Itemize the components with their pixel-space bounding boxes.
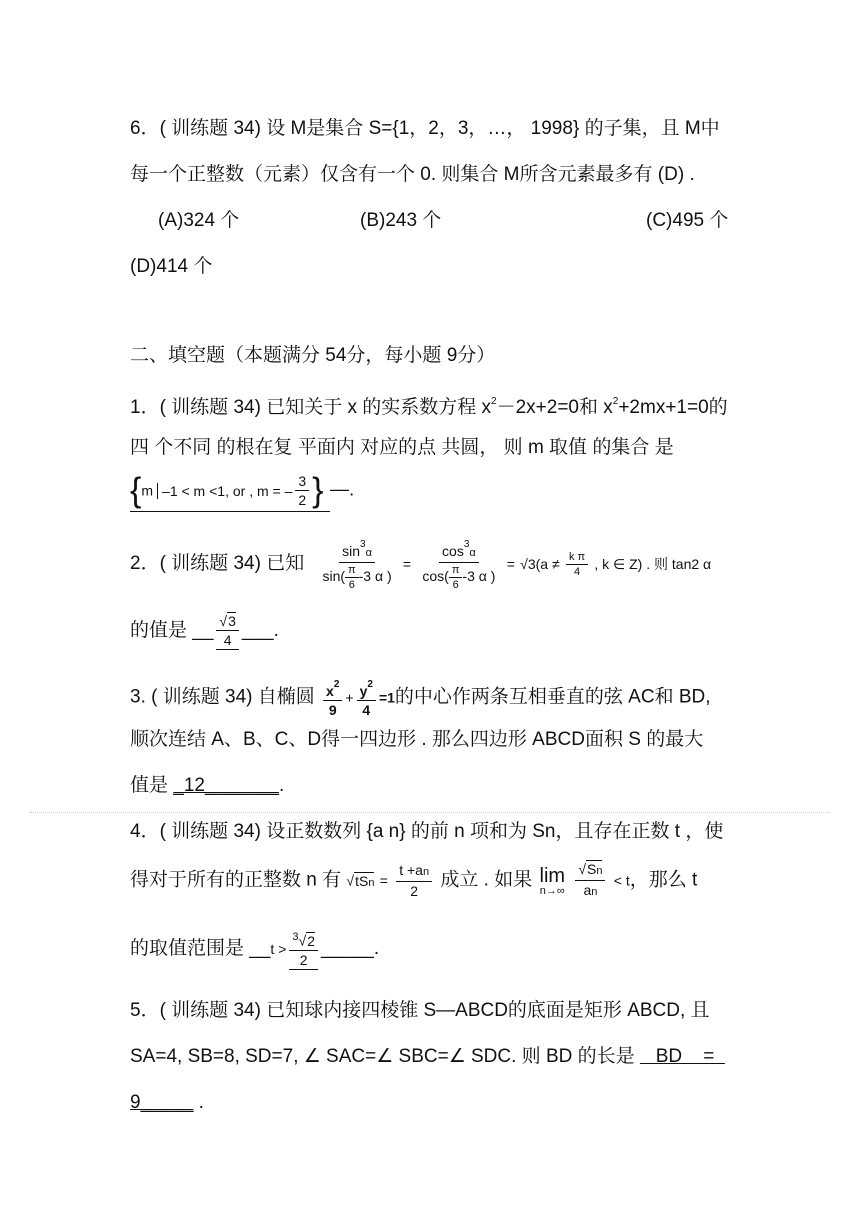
q4-sn-sub: n: [596, 865, 603, 877]
q1-answer: {m –1 < m <1, or , m = – $\frac{3}{2}$ } —.: [130, 472, 354, 524]
q3-nine: 9: [328, 702, 337, 718]
q4-two: 2: [410, 883, 419, 899]
q6-line-1: 6．( 训练题 34) 设 M是集合 S={1，2，3，…， 1998} 的子集，且 M中: [130, 118, 720, 139]
q4-an-sub: n: [591, 886, 598, 898]
q4-answer-root: 3: [292, 931, 299, 943]
q5-line-2: [130, 1045, 725, 1069]
q3-line-2: 顺次连结 A、B、C、D得一四边形 . 那么四边形 ABCD面积 S 的最大: [130, 729, 704, 750]
q2-cos-exp: 3: [463, 539, 470, 550]
q6-option-c: (C)495 个: [646, 210, 729, 231]
q4-lim: lim: [539, 864, 566, 887]
q4-tsn-sub: n: [368, 876, 375, 889]
q4-line-1: 4．( 训练题 34) 设正数数列 {a n} 的前 n 项和为 Sn，且存在正数 t ，使: [130, 821, 724, 842]
q3-answer: [130, 774, 284, 798]
q3-answer-post: .: [278, 775, 285, 796]
q4-lt: < t: [613, 872, 630, 889]
section-heading: 二、填空题（本题满分 54分，每小题 9分）: [130, 345, 496, 366]
q4-sn: S: [587, 861, 597, 877]
q4-an: a: [583, 882, 592, 898]
q2-lead: 2．( 训练题 34) 已知: [130, 553, 305, 574]
q5-line-1: 5．( 训练题 34) 已知球内接四棱锥 S—ABCD的底面是矩形 ABCD, 且: [130, 1000, 710, 1021]
q2-sin-exp: 3: [360, 539, 366, 550]
q1-line-1: [130, 390, 728, 420]
q4-answer-pre: 的取值范围是 __: [130, 937, 271, 959]
q2-four: 4: [573, 565, 581, 578]
q2-cos: cos: [442, 543, 464, 559]
q4-answer-rad: 2: [307, 932, 315, 949]
q4-answer-t: t >: [270, 940, 287, 957]
q1-text-c: －2x+2=0和 x: [496, 397, 613, 418]
q5-line-2-text: SA=4, SB=8, SD=7, ∠ SAC=∠ SBC=∠ SDC. 则 BD 的长是: [130, 1046, 640, 1067]
q5-answer-part-1: BD =: [639, 1046, 725, 1067]
q4-lim-sub: n→∞: [539, 884, 565, 897]
q2-answer-pre: 的值是 __: [130, 620, 214, 641]
q1-answer-cond: –1 < m <1, or , m = –: [157, 483, 292, 499]
q3-y-sq: 2: [367, 679, 373, 690]
q2-sin: sin: [342, 543, 361, 559]
q6-line-2: 每一个正整数（元素）仅含有一个 0. 则集合 M所含元素最多有 (D) .: [130, 164, 695, 185]
q3-line-1-tail: 的中心作两条互相垂直的弦 AC和 BD,: [394, 686, 711, 708]
q4-mid: 成立 . 如果: [440, 869, 533, 891]
q1-text-a: 1．( 训练题 34) 已知关于 x 的实系数方程 x: [130, 397, 492, 418]
q2-answer: 的值是 __ $\frac{√3}{4}$ ___.: [130, 613, 279, 648]
q2-eq-1: =: [402, 556, 412, 573]
q3-eq1: =1: [378, 689, 395, 706]
q2-sin-den: sin(: [322, 568, 346, 585]
q4-answer: 的取值范围是 __t > $\frac{^3√2}{2}$ _____.: [130, 928, 379, 980]
q2-six-1: 6: [348, 579, 355, 591]
q4-lead: 得对于所有的正整数 n 有: [130, 869, 342, 891]
q2-cos-den: cos(: [422, 568, 449, 585]
q4-eq: =: [379, 872, 388, 889]
q2-answer-post: ___.: [241, 620, 279, 641]
q3-answer-value: _12_______: [173, 775, 279, 796]
q4-tsn: tS: [355, 872, 369, 889]
q3-x-sq: 2: [333, 679, 340, 690]
q4-line-2: 得对于所有的正整数 n 有 √tSn = $\frac{t +an}{2}$ 成立 . 如果 lim n→∞ $\frac{√Sn}{an}$ < t，那么 t: [130, 861, 698, 899]
q2-sqrt3: 3(a ≠: [527, 556, 560, 573]
q1-answer-m: m: [141, 482, 154, 499]
q2-answer-num: 3: [228, 613, 236, 629]
q2-answer-den: 4: [223, 632, 232, 648]
q2-sin-den-tail: -3 α ): [358, 568, 392, 585]
q1-sup-2: 2: [612, 396, 619, 407]
q1-answer-tail: —.: [330, 479, 355, 501]
q5-line-3: [130, 1091, 204, 1115]
q4-tan-sub: n: [422, 866, 430, 878]
q4-tan: t +a: [399, 862, 423, 878]
q1-sup-1: 2: [491, 396, 497, 407]
q1-text-e: +2mx+1=0的: [618, 397, 728, 418]
q3-four: 4: [362, 702, 371, 718]
q6-option-a: (A)324 个: [158, 210, 240, 231]
q3-answer-pre: 值是: [130, 775, 174, 796]
q4-answer-den: 2: [299, 951, 308, 968]
q3-plus: +: [345, 689, 354, 706]
q5-answer-post: .: [193, 1092, 204, 1113]
q2-eq-2: =: [506, 556, 515, 573]
q2-line-1: 2．( 训练题 34) 已知 $\sin^3\alpha$ sin( $\frac{\pi}{6}$ -3 α ) = $\cos^3\alpha$ cos( $\frac{\pi}{6}$ -3 α ) = √3(a ≠ $\frac{\text{k π}}{4}$ , k ∈ Z) . 则 tan2 α: [130, 536, 711, 600]
q2-pi-1: π: [345, 563, 359, 578]
q3-lead: 3. ( 训练题 34) 自椭圆: [130, 686, 315, 708]
q6-option-d: (D)414 个: [130, 256, 213, 277]
page-divider: [30, 812, 830, 813]
q2-pi-2: π: [449, 563, 463, 578]
q2-six-2: 6: [452, 579, 459, 591]
q1-answer-num: 3: [295, 472, 309, 491]
q2-cos-den-tail: -3 α ): [462, 568, 496, 585]
q3-y: y: [359, 683, 368, 699]
q3-line-1: [130, 676, 711, 720]
q1-line-2: 四 个不同 的根在复 平面内 对应的点 共圆， 则 m 取值 的集合 是: [130, 437, 674, 458]
q2-alpha-2: α: [469, 547, 476, 559]
q2-alpha-1: α: [365, 547, 372, 559]
q4-answer-post: _____.: [321, 937, 380, 959]
q2-tail: , k ∈ Z) . 则 tan2 α: [594, 556, 712, 573]
q3-x: x: [326, 683, 334, 699]
q2-kpi: k π: [566, 550, 588, 565]
q5-answer-part-2: 9_____: [130, 1092, 194, 1113]
q1-answer-den: 2: [298, 492, 307, 508]
q4-tail: ，那么 t: [629, 869, 698, 891]
q6-option-b: (B)243 个: [360, 210, 442, 231]
